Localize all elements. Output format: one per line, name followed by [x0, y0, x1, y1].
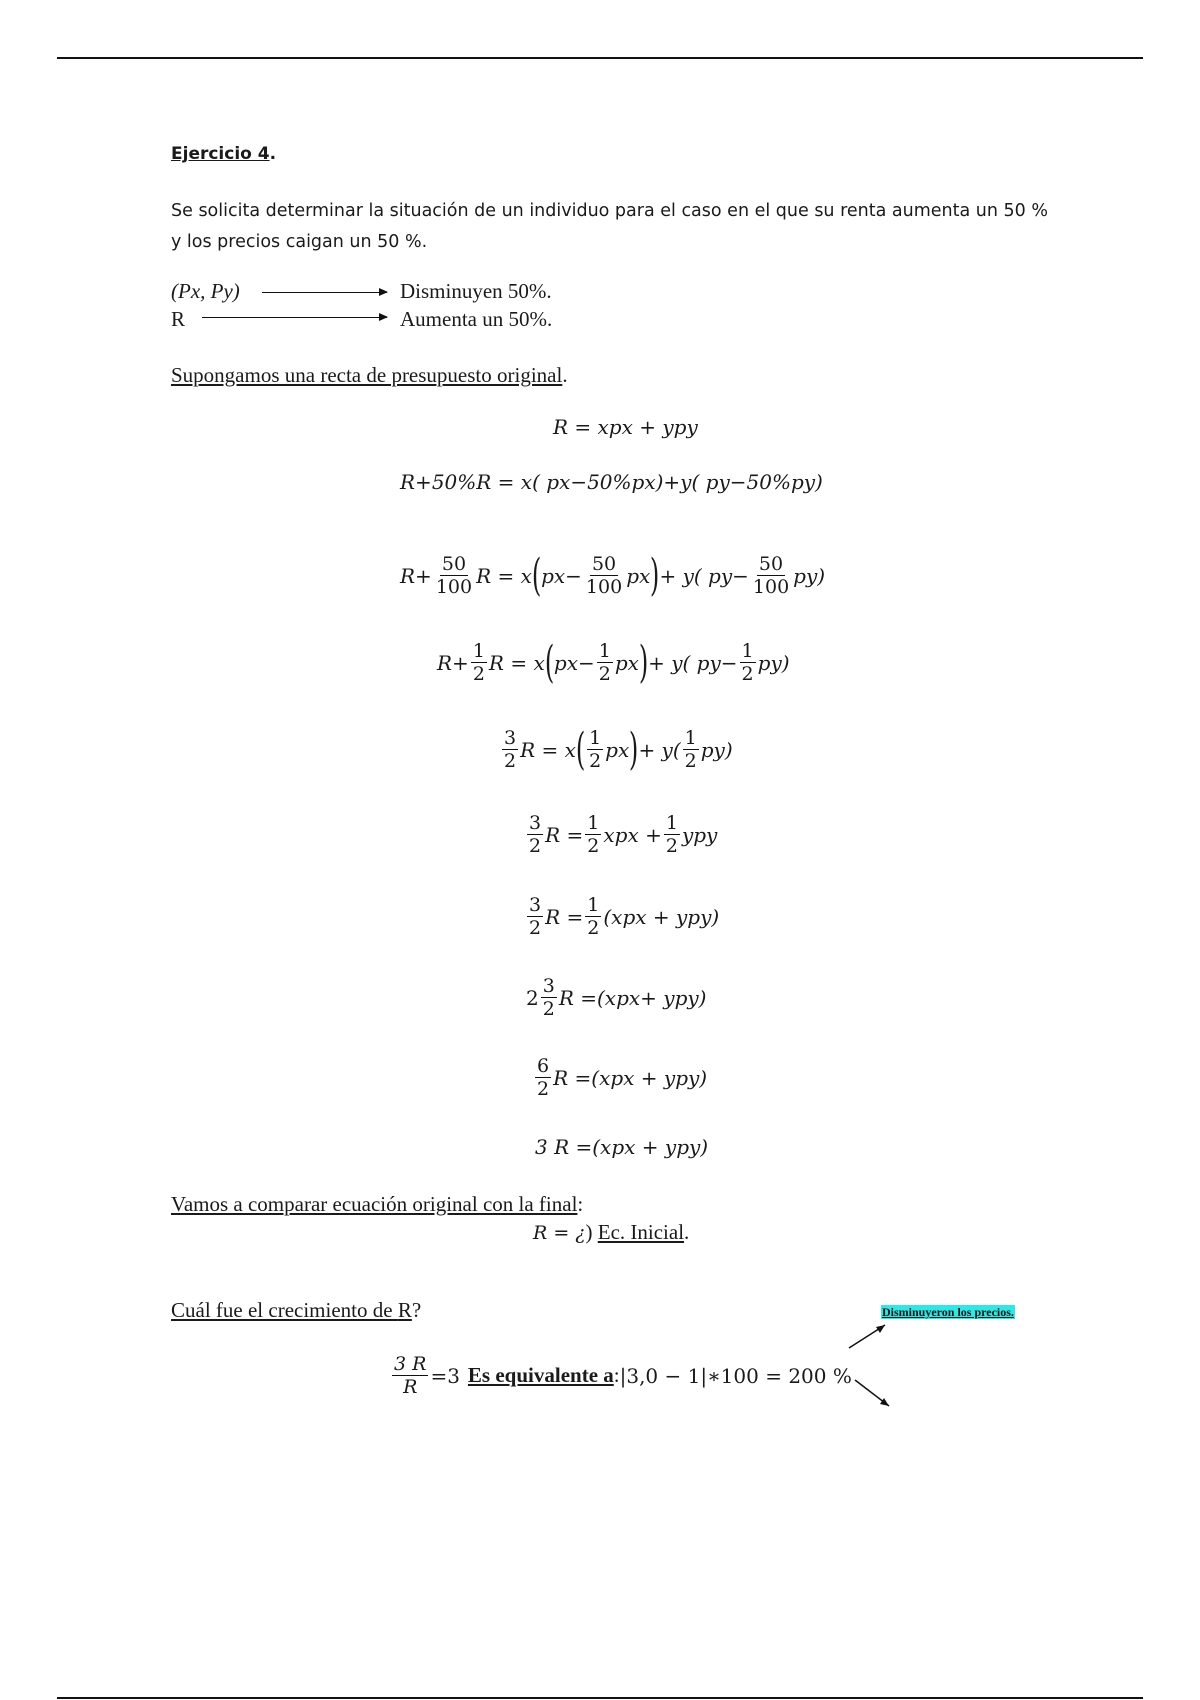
- intro-line-2: y los precios caigan un 50 %.: [171, 232, 428, 252]
- equation-1: R = xpx + ypy: [553, 415, 698, 439]
- equation-3: R+ $\frac{50}{100}$ R = x ( px− $\frac{50}{100}$ px ) + y( py− $\frac{50}{100}$ py): [400, 549, 826, 601]
- intro-line-1: Se solicita determinar la situación de un individuo para el caso en el que su renta aumenta un 50 %: [171, 201, 1048, 221]
- change-income-effect: Aumenta un 50%.: [400, 307, 553, 331]
- header-rule: [57, 57, 1143, 59]
- price-drop-note: Disminuyeron los precios.: [882, 1305, 1014, 1319]
- equation-10: 3 R =(xpx + ypy): [535, 1135, 709, 1159]
- equation-2: R+50%R = x( px−50%px)+y( py−50%py): [400, 470, 823, 494]
- equation-9: $\frac{6}{2}$ R =(xpx + ypy): [537, 1055, 708, 1100]
- equation-7: $\frac{3}{2}$ R = $\frac{1}{2}$ (xpx + ypy): [529, 894, 720, 939]
- change-prices-effect: Disminuyen 50%.: [400, 279, 552, 303]
- initial-equation: R = ¿) Ec. Inicial.: [533, 1220, 690, 1244]
- arrow-right-icon: [262, 292, 387, 293]
- growth-equation: $\frac{3 R}{R}$ =3 Es equivalente a : |3,0 − 1|∗100 = 200 %: [394, 1353, 852, 1398]
- branch-arrows-icon: [845, 1318, 895, 1413]
- exercise-title: Ejercicio 4.: [171, 144, 277, 164]
- change-prices-label: (Px, Py): [171, 279, 240, 303]
- equation-6: $\frac{3}{2}$ R = $\frac{1}{2}$ xpx + $\frac{1}{2}$ ypy: [529, 812, 718, 857]
- footer-rule: [57, 1697, 1143, 1699]
- intro-paragraph: [171, 196, 1048, 258]
- compare-heading: Vamos a comparar ecuación original con la final:: [171, 1192, 584, 1216]
- equation-8: 2 $\frac{3}{2}$ R =(xpx+ ypy): [526, 975, 707, 1020]
- change-income-label: R: [171, 307, 186, 331]
- arrow-right-icon: [202, 317, 387, 318]
- growth-question: Cuál fue el crecimiento de R?: [171, 1298, 422, 1322]
- suppose-heading: Supongamos una recta de presupuesto original.: [171, 363, 568, 387]
- equation-4: R+ $\frac{1}{2}$ R = x ( px− $\frac{1}{2}$ px ) + y( py− $\frac{1}{2}$ py): [437, 636, 790, 688]
- equation-5: $\frac{3}{2}$ R = x ( $\frac{1}{2}$ px ) + y( $\frac{1}{2}$ py): [504, 723, 733, 775]
